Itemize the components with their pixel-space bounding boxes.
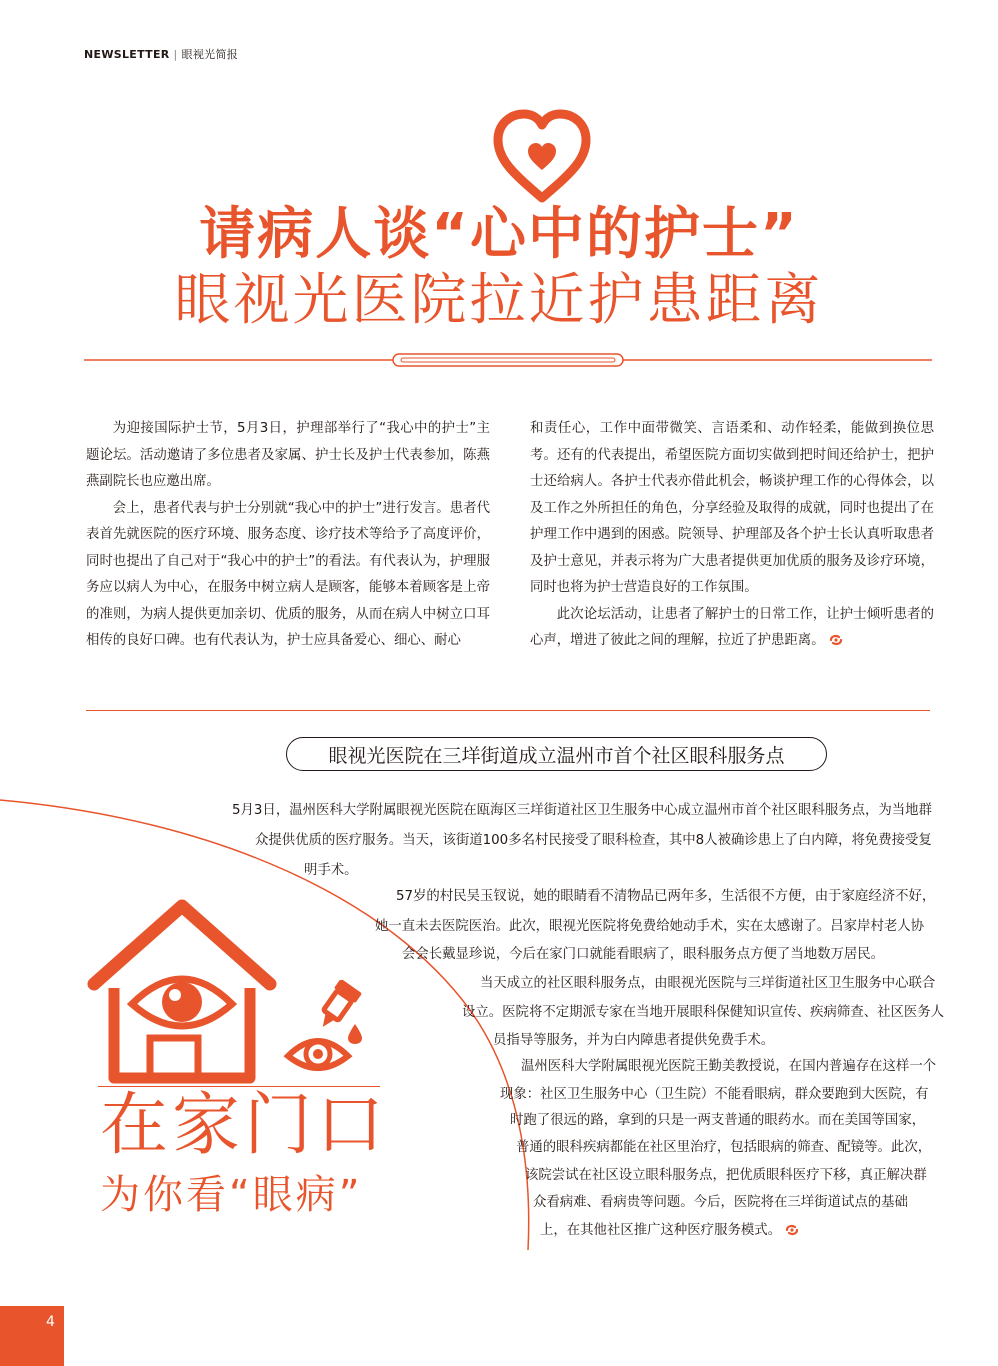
graphic-title: 在家门口 bbox=[100, 1086, 389, 1165]
article2-line: 时跑了很远的路，拿到的只是一两支普通的眼药水。而在美国等国家， bbox=[510, 1113, 926, 1128]
article2-line: 57岁的村民吴玉钗说，她的眼睛看不清物品已两年多，生活很不方便，由于家庭经济不好， bbox=[396, 889, 936, 904]
page-number: 4 bbox=[46, 1314, 55, 1330]
article-title: 请病人谈“心中的护士” bbox=[199, 202, 799, 267]
article2-line: 该院尝试在社区设立眼科服务点，把优质眼科医疗下移，真正解决群 bbox=[525, 1168, 927, 1183]
header-newsletter: NEWSLETTER bbox=[84, 48, 170, 61]
article2-line: 明手术。 bbox=[304, 863, 358, 878]
article2-line: 众提供优质的医疗服务。当天，该街道100多名村民接受了眼科检查，其中8人被确诊患上了白内障，将免费接受复 bbox=[255, 833, 932, 848]
header-name: 眼视光简报 bbox=[181, 48, 239, 61]
article1-paragraph-2: 会上，患者代表与护士分别就“我心中的护士”进行发言。患者代表首先就医院的医疗环境、服务态度、诊疗技术等给予了高度评价，同时也提出了自己对于“我心中的护士”的看法。有代表认为，护理服务应以病人为中心，在服务中树立病人是顾客，能够本着顾客是上帝的准则，为病人提供更加亲切、优质的服务，从而在病人中树立口耳相传的良好口碑。也有代表认为，护士应具备爱心、细心、耐心 bbox=[86, 500, 490, 648]
article1-paragraph-3: 和责任心，工作中面带微笑、言语柔和、动作轻柔，能做到换位思考。还有的代表提出，希望医院方面切实做到把时间还给护士，把护士还给病人。各护士代表亦借此机会，畅谈护理工作的心得体会，以及工作之外所担任的角色，分享经验及取得的成就，同时也提出了在护理工作中遇到的困惑。院领导、护理部及各个护士长认真听取患者及护士意见，并表示将为广大患者提供更加优质的服务及诊疗环境，同时也将为护士营造良好的工作氛围。 bbox=[530, 421, 934, 595]
article2-line: 温州医科大学附属眼视光医院王勤美教授说，在国内普遍存在这样一个 bbox=[521, 1059, 937, 1074]
article2-title: 眼视光医院在三垟街道成立温州市首个社区眼科服务点 bbox=[286, 737, 827, 771]
header-separator: | bbox=[173, 48, 178, 61]
house-eye-icon bbox=[82, 892, 282, 1088]
article2-line: 现象：社区卫生服务中心（卫生院）不能看眼病，群众要跑到大医院，有 bbox=[500, 1087, 929, 1102]
eye-dropper-icon bbox=[282, 980, 382, 1080]
article2-last-line-text: 上，在其他社区推广这种医疗服务模式。 bbox=[540, 1223, 782, 1238]
article2-line: 她一直未去医院医治。此次，眼视光医院将免费给她动手术，实在太感谢了。吕家岸村老人协 bbox=[375, 919, 925, 934]
article-subtitle: 眼视光医院拉近护患距离 bbox=[174, 268, 824, 333]
article2-line: 普通的眼科疾病都能在社区里治疗，包括眼病的筛查、配镜等。此次， bbox=[516, 1140, 932, 1155]
article2-line: 设立。医院将不定期派专家在当地开展眼科保健知识宣传、疾病筛查、社区医务人 bbox=[462, 1005, 945, 1020]
article1-paragraph-4-text: 此次论坛活动，让患者了解护士的日常工作，让护士倾听患者的心声，增进了彼此之间的理解，拉近了护患距离。 bbox=[530, 606, 934, 648]
article1-paragraph-1: 为迎接国际护士节，5月3日，护理部举行了“我心中的护士”主题论坛。活动邀请了多位患者及家属、护士长及护士代表参加，陈燕燕副院长也应邀出席。 bbox=[86, 421, 490, 489]
graphic-subtitle: 为你看“眼病” bbox=[100, 1172, 363, 1218]
article2-line bbox=[540, 1218, 799, 1244]
article2-line: 会会长戴显珍说，今后在家门口就能看眼病了，眼科服务点方便了当地数万居民。 bbox=[402, 947, 885, 962]
article2-line: 员指导等服务，并为白内障患者提供免费手术。 bbox=[493, 1033, 775, 1048]
article2-line: 众看病难、看病贵等问题。今后，医院将在三垟街道试点的基础 bbox=[533, 1195, 908, 1210]
article2-line: 当天成立的社区眼科服务点，由眼视光医院与三垟街道社区卫生服务中心联合 bbox=[480, 976, 936, 991]
page-number-tab bbox=[0, 1306, 64, 1366]
end-mark-icon bbox=[785, 1224, 799, 1236]
article2-line: 5月3日，温州医科大学附属眼视光医院在瓯海区三垟街道社区卫生服务中心成立温州市首个社区眼科服务点，为当地群 bbox=[232, 803, 932, 818]
